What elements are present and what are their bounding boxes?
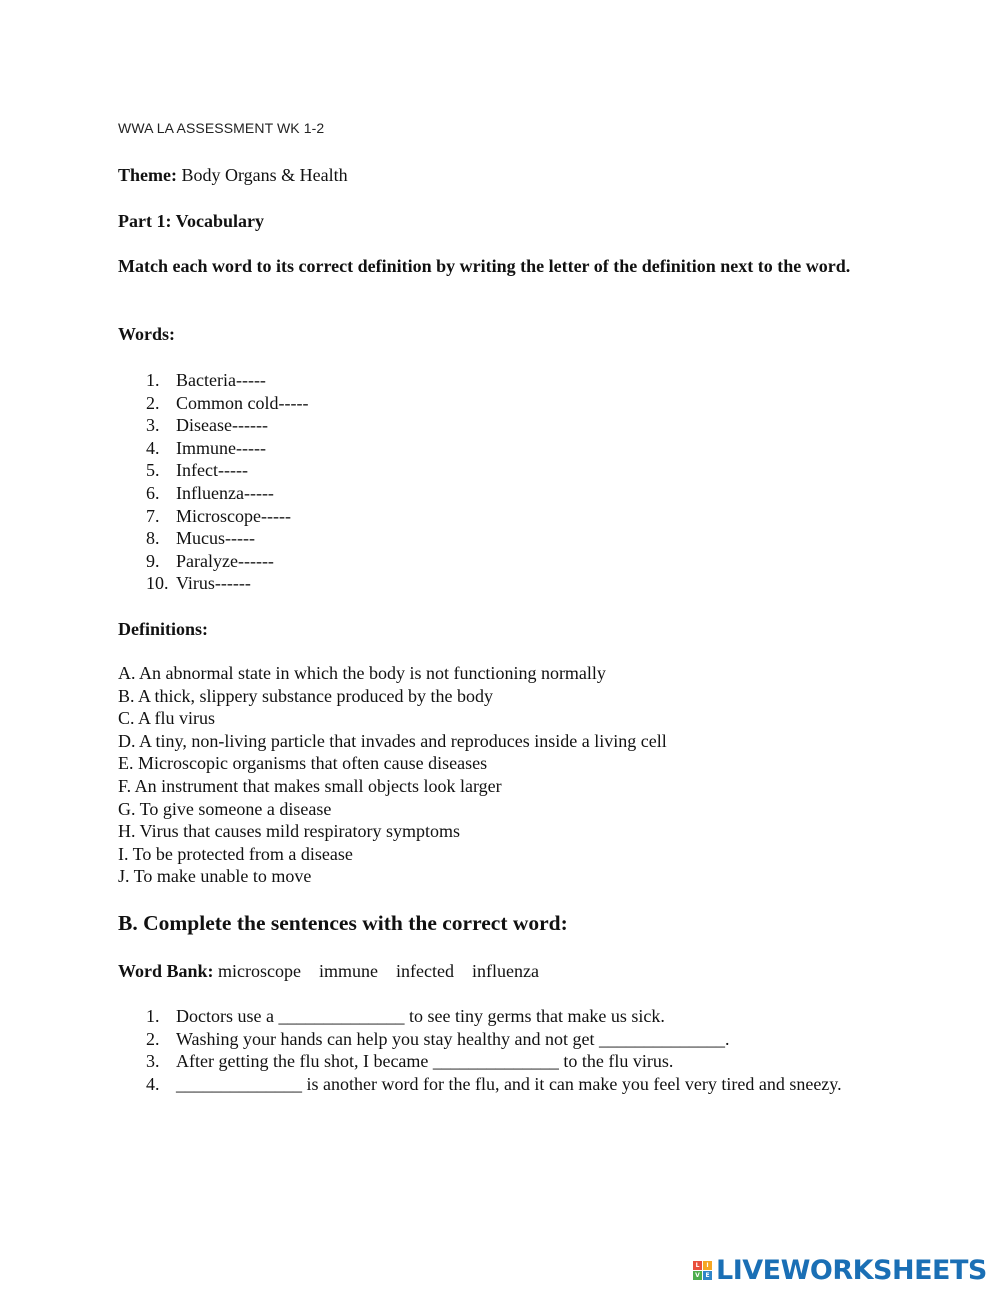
word-text: Common cold-----: [176, 392, 309, 413]
definition-item: D. A tiny, non-living particle that invades and reproduces inside a living cell: [118, 730, 667, 751]
word-number: 3.: [146, 415, 160, 436]
word-bank: [118, 960, 557, 983]
word-number: 9.: [146, 550, 160, 571]
word-text: Paralyze------: [176, 550, 274, 571]
sentence-number: 1.: [146, 1006, 160, 1026]
logo-tile: L: [693, 1261, 702, 1270]
sentence-item: [118, 1005, 858, 1028]
definition-item: J. To make unable to move: [118, 866, 312, 887]
word-text: Immune-----: [176, 437, 266, 458]
sentence-number: 2.: [146, 1028, 160, 1049]
theme-value: Body Organs & Health: [176, 165, 348, 185]
definition-item: A. An abnormal state in which the body is not functioning normally: [118, 663, 606, 683]
word-text: Bacteria-----: [176, 370, 266, 390]
word-number: 10.: [146, 573, 169, 594]
theme-line: [118, 164, 348, 187]
word-item: [118, 437, 308, 460]
part1-title: Part 1: Vocabulary: [118, 211, 264, 231]
word-text: Influenza-----: [176, 482, 274, 503]
word-text: Mucus-----: [176, 528, 255, 549]
word-item: [118, 392, 308, 415]
sentence-item: [118, 1073, 858, 1096]
definition-item: H. Virus that causes mild respiratory symptoms: [118, 821, 461, 842]
sentence-text: ______________ is another word for the flu, and it can make you feel very tired and sneezy.: [176, 1073, 842, 1094]
word-text: Microscope-----: [176, 505, 291, 526]
word-bank-item: infected: [396, 961, 454, 981]
definitions-label: Definitions:: [118, 619, 208, 639]
word-item: [118, 550, 308, 573]
definition-item: E. Microscopic organisms that often cause diseases: [118, 753, 488, 774]
word-item: [118, 482, 308, 505]
definition-item: I. To be protected from a disease: [118, 843, 353, 864]
word-item: [118, 527, 308, 550]
word-item: [118, 369, 308, 392]
word-number: 1.: [146, 370, 160, 390]
sentence-number: 4.: [146, 1073, 160, 1094]
words-list: [118, 369, 308, 595]
definition-item: F. An instrument that makes small objects look larger: [118, 775, 502, 796]
definitions-list: [118, 662, 667, 888]
word-number: 8.: [146, 528, 160, 549]
sentence-number: 3.: [146, 1051, 160, 1072]
partB-title: B. Complete the sentences with the correct word:: [118, 911, 568, 935]
liveworksheets-logo: [693, 1255, 987, 1285]
word-bank-label: Word Bank:: [118, 961, 214, 981]
word-bank-words: [218, 961, 557, 981]
definition-item: C. A flu virus: [118, 708, 216, 729]
sentence-text: Doctors use a ______________ to see tiny germs that make us sick.: [176, 1006, 665, 1026]
definition-item: B. A thick, slippery substance produced by the body: [118, 685, 493, 706]
word-bank-item: microscope: [218, 961, 301, 981]
sentence-item: [118, 1028, 858, 1051]
logo-tile: V: [693, 1271, 702, 1280]
liveworksheets-logo-icon: [693, 1261, 712, 1280]
word-number: 7.: [146, 505, 160, 526]
sentence-text: Washing your hands can help you stay healthy and not get ______________.: [176, 1028, 730, 1049]
word-item: [118, 505, 308, 528]
word-number: 4.: [146, 437, 160, 458]
word-text: Disease------: [176, 415, 268, 436]
logo-tile: I: [703, 1261, 712, 1270]
sentence-item: [118, 1050, 858, 1073]
word-bank-item: immune: [319, 961, 378, 981]
words-label: Words:: [118, 324, 176, 344]
word-item: [118, 459, 308, 482]
sentences-list: [118, 1005, 858, 1095]
sentence-text: After getting the flu shot, I became ______________ to the flu virus.: [176, 1051, 674, 1072]
word-bank-item: influenza: [471, 961, 539, 981]
worksheet-header: WWA LA ASSESSMENT WK 1-2: [118, 120, 325, 136]
word-number: 2.: [146, 392, 160, 413]
theme-label: Theme:: [118, 165, 177, 185]
word-text: Infect-----: [176, 460, 248, 481]
part1-instructions: Match each word to its correct definition by writing the letter of the definition next to the word.: [118, 256, 851, 276]
word-item: [118, 414, 308, 437]
word-number: 5.: [146, 460, 160, 481]
word-text: Virus------: [176, 573, 251, 594]
definition-item: G. To give someone a disease: [118, 798, 332, 819]
word-number: 6.: [146, 482, 160, 503]
logo-tile: E: [703, 1271, 712, 1280]
word-item: [118, 572, 308, 595]
liveworksheets-logo-text: LIVEWORKSHEETS: [716, 1254, 987, 1286]
